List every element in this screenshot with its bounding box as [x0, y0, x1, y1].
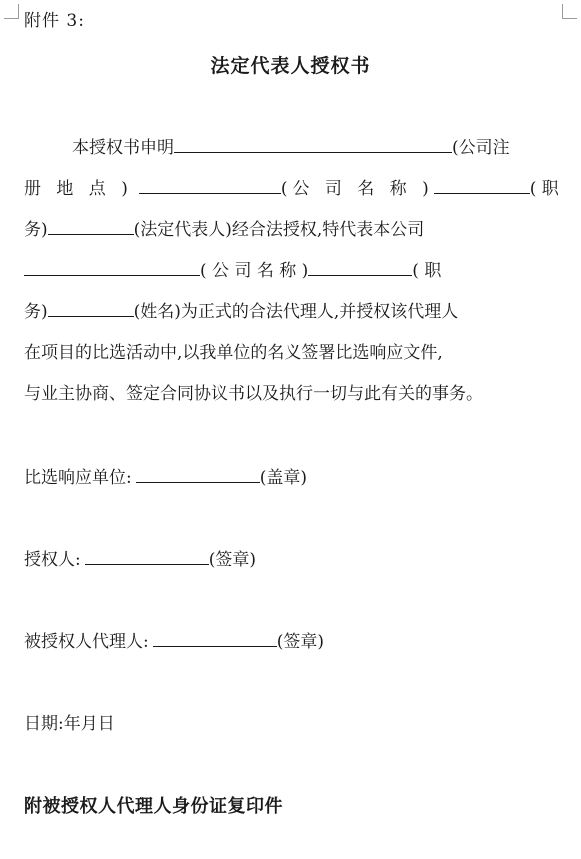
body-line-5 [24, 300, 458, 324]
body-line-1 [72, 136, 510, 160]
body-line-1-text-a: 本授权书申明 [72, 138, 174, 158]
body-line-2 [24, 177, 559, 201]
respondent-unit-label: 比选响应单位: [24, 468, 132, 488]
agent-line [24, 630, 324, 654]
page-corner-mark-right [562, 4, 577, 19]
page-corner-mark-left [4, 4, 19, 19]
blank-position [434, 177, 530, 194]
body-line-5-text-a: 务) [24, 302, 48, 322]
document-title: 法定代表人授权书 [210, 55, 371, 77]
respondent-unit-suffix: (盖章) [259, 468, 307, 488]
annex-label: 附件 3: [24, 11, 85, 31]
body-line-7: 与业主协商、签定合同协议书以及执行一切与此有关的事务。 [24, 384, 483, 404]
body-line-4 [24, 259, 441, 283]
body-line-3-text-a: 务) [24, 220, 48, 240]
body-line-2-text-a: 册 地 点 ) [24, 179, 133, 199]
blank-agent-name [48, 300, 134, 317]
blank-agent [153, 630, 277, 647]
authorizer-suffix: (签章) [208, 550, 256, 570]
body-line-5-text-b: (姓名)为正式的合法代理人,并授权该代理人 [133, 302, 459, 322]
body-line-3-text-b: (法定代表人)经合法授权,特代表本公司 [133, 220, 425, 240]
body-line-4-text-a: ( 公 司 名 称 ) [200, 261, 309, 281]
authorizer-label: 授权人: [24, 550, 81, 570]
blank-position-2 [308, 259, 412, 276]
body-line-2-text-b: (公 司 名 称 ) [280, 179, 434, 199]
blank-company-name [139, 177, 281, 194]
body-line-2-text-c: ( 职 [529, 179, 559, 199]
footer-attachment-note: 附被授权人代理人身份证复印件 [24, 796, 283, 817]
body-line-4-text-b: ( 职 [412, 261, 442, 281]
blank-company-address [174, 136, 452, 153]
agent-label: 被授权人代理人: [24, 632, 149, 652]
blank-respondent-unit [136, 466, 260, 483]
body-line-6: 在项目的比选活动中,以我单位的名义签署比选响应文件, [24, 343, 443, 363]
date-line: 日期:年月日 [24, 714, 115, 734]
agent-suffix: (签章) [276, 632, 324, 652]
blank-authorizer [85, 548, 209, 565]
blank-company-name-2 [24, 259, 200, 276]
respondent-unit-line [24, 466, 307, 490]
body-line-1-text-b: (公司注 [452, 138, 510, 158]
authorizer-line [24, 548, 256, 572]
body-line-3 [24, 218, 424, 242]
blank-legal-representative [48, 218, 134, 235]
